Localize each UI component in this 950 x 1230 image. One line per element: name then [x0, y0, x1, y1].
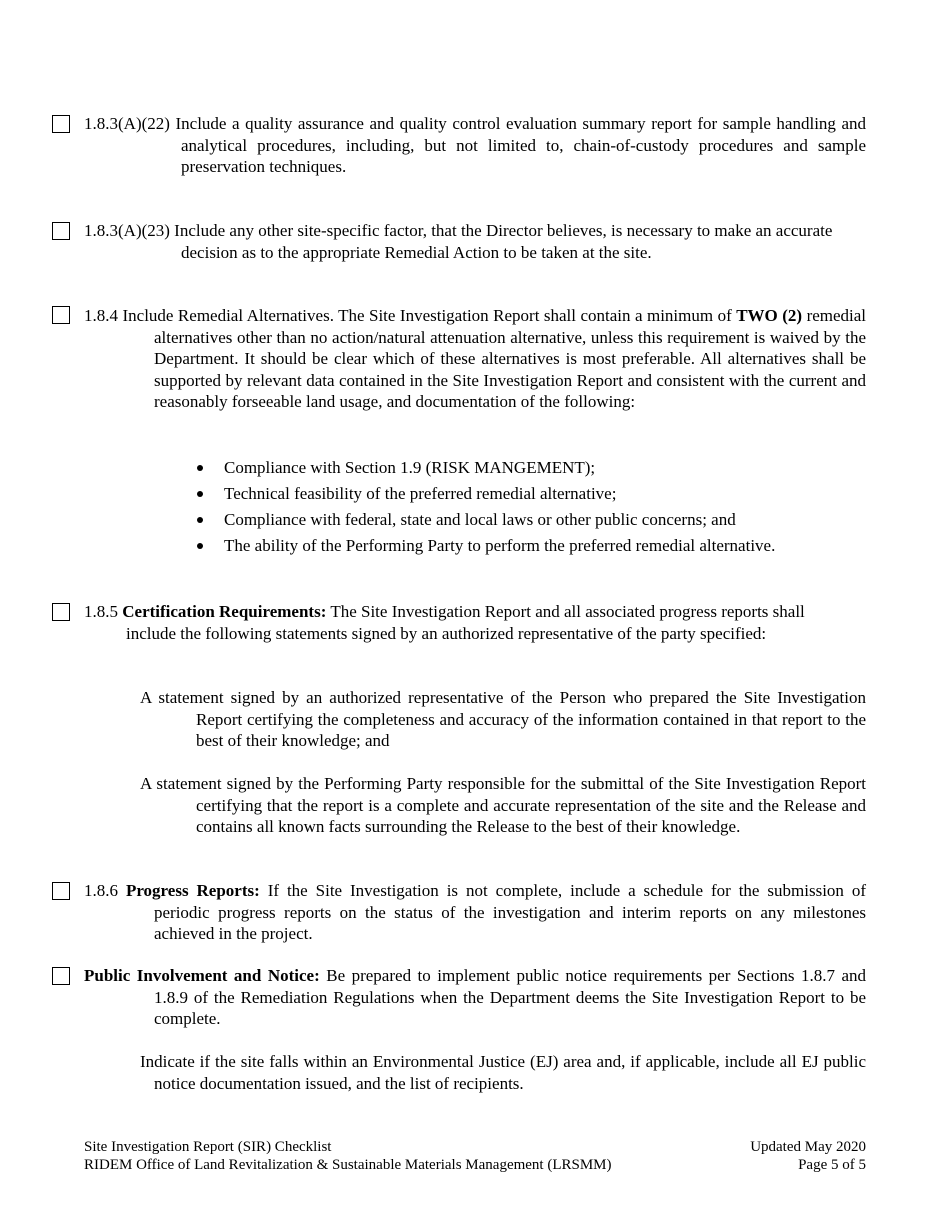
checkbox-1-8-4[interactable] [52, 306, 70, 324]
item-text: If the Site Investigation is not complete, include a schedule for the submission of periodic progress reports on the status of the investigation and interim reports on any milestones achieved in the project. [154, 881, 867, 943]
item-label: 1.8.5 [84, 602, 118, 621]
item-1-8-4 [84, 305, 866, 413]
checkbox-1-8-6[interactable] [52, 882, 70, 900]
item-text-continued: remedial alternatives other than no action/natural attenuation alternative, unless this requirement is waived by the Department. It should be clear which of these alternatives is most preferable. All alternatives shall be supported by relevant data contained in the Site Investigation Report and consistent with the current and reasonably forseeable land usage, and documentation of the following: [154, 306, 867, 411]
ej-note: Indicate if the site falls within an Environmental Justice (EJ) area and, if applicable, include all EJ public notice documentation issued, and the list of recipients. [140, 1052, 866, 1093]
item-heading: Progress Reports: [125, 881, 260, 900]
certification-statement-1: A statement signed by an authorized representative of the Person who prepared the Site Investigation Report certifying the completeness and accuracy of the information contained in that report to the best of their knowledge; and [140, 688, 866, 750]
certification-statement-2: A statement signed by the Performing Party responsible for the submittal of the Site Investigation Report certifying that the report is a complete and accurate representation of the site and the Release and contains all known facts surrounding the Release to the best of their knowledge. [140, 774, 866, 836]
footer-left [84, 1138, 612, 1174]
footer-office: RIDEM Office of Land Revitalization & Sustainable Materials Management (LRSMM) [84, 1157, 612, 1173]
item-label: 1.8.3(A)(22) [84, 114, 170, 133]
checkbox-public-involvement[interactable] [52, 967, 70, 985]
list-item: Compliance with Section 1.9 (RISK MANGEMENT); [197, 457, 775, 483]
item-text: Be prepared to implement public notice requirements per Sections 1.8.7 and 1.8.9 of the Remediation Regulations when the Department deems the Site Investigation Report to be complete. [154, 966, 867, 1028]
footer-updated-date: Updated May 2020 [750, 1139, 866, 1155]
footer-page-number: Page 5 of 5 [798, 1157, 866, 1173]
item-public-involvement [84, 965, 866, 1030]
item-text: Include any other site-specific factor, that the Director believes, is necessary to make an accurate decision as to the appropriate Remedial Action to be taken at the site. [174, 221, 833, 262]
item-heading: Public Involvement and Notice: [84, 966, 320, 985]
checkbox-1-8-3-a-22[interactable] [52, 115, 70, 133]
list-item: Technical feasibility of the preferred remedial alternative; [197, 483, 775, 509]
item-label: 1.8.3(A)(23) [84, 221, 170, 240]
item-1-8-3-a-22 [84, 113, 866, 178]
item-1-8-3-a-23 [84, 220, 866, 263]
item-label: 1.8.4 [84, 306, 118, 325]
remedial-criteria-list [197, 457, 775, 561]
item-text: The Site Investigation Report and all associated progress reports shall include the following statements signed by an authorized representative of the party specified: [126, 602, 805, 643]
item-bold-text: TWO (2) [736, 306, 803, 325]
footer-right [600, 1138, 866, 1174]
list-item: Compliance with federal, state and local laws or other public concerns; and [197, 509, 775, 535]
item-text: Include a quality assurance and quality control evaluation summary report for sample handling and analytical procedures, including, but not limited to, chain-of-custody procedures and sample preservation techniques. [175, 114, 867, 176]
checkbox-1-8-5[interactable] [52, 603, 70, 621]
item-text: Include Remedial Alternatives. The Site Investigation Report shall contain a minimum of [122, 306, 732, 325]
item-label: 1.8.6 [84, 881, 118, 900]
item-1-8-6 [84, 880, 866, 945]
item-1-8-5 [84, 601, 844, 644]
list-item: The ability of the Performing Party to perform the preferred remedial alternative. [197, 535, 775, 561]
item-heading: Certification Requirements: [122, 602, 327, 621]
checkbox-1-8-3-a-23[interactable] [52, 222, 70, 240]
footer-document-title: Site Investigation Report (SIR) Checklist [84, 1139, 332, 1155]
